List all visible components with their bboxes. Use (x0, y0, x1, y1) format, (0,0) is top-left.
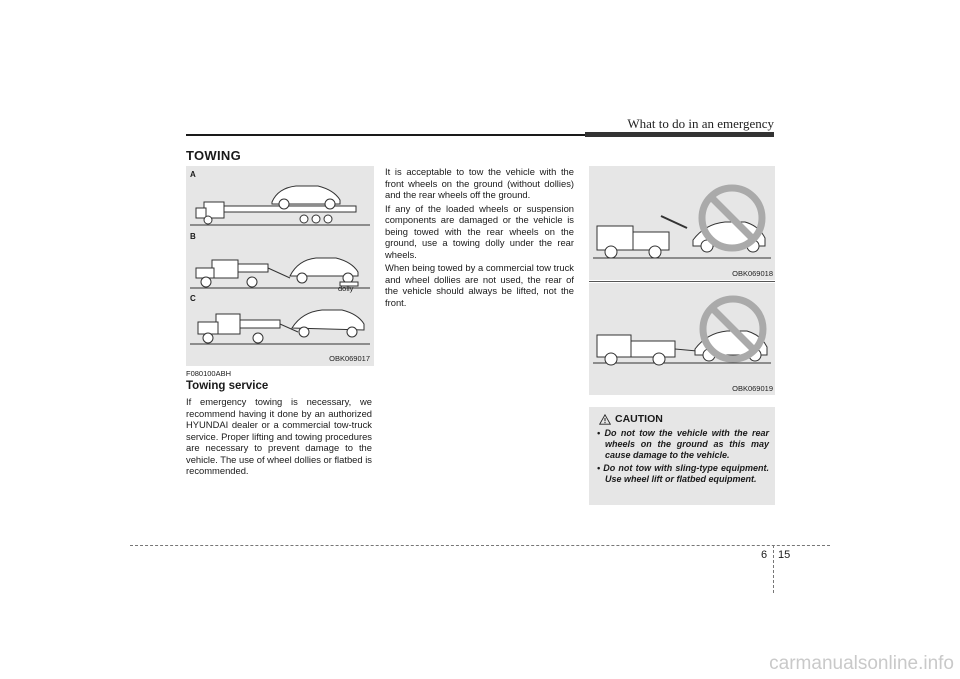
row-label-a: A (190, 170, 196, 179)
warning-icon (599, 414, 611, 425)
caution-list (595, 428, 769, 485)
caution-item-text: Do not tow with sling-type equipment. Use wheel lift or flatbed equipment. (603, 463, 769, 484)
caution-item-sling: • Do not tow with sling-type equipment. Use wheel lift or flatbed equipment. (597, 463, 769, 484)
header-section-title: What to do in an emergency (627, 116, 774, 131)
caution-item-text: Do not tow the vehicle with the rear wheels on the ground as this may cause damage to the vehicle. (604, 428, 769, 460)
towing-service-body: If emergency towing is necessary, we recommend having it done by an authorized HYUNDAI dealer or a commercial tow-truck service. Proper lifting and towing procedures are necessary to prevent damage to the vehicle. The use of wheel dollies or flatbed is recommended. (186, 396, 372, 476)
paragraph-front-wheels: It is acceptable to tow the vehicle with the front wheels on the ground (without dollies) and the rear wheels off the ground. (385, 166, 574, 200)
watermark: carmanualsonline.info (769, 653, 954, 674)
dolly-label: dolly (338, 284, 354, 293)
figure-divider (589, 281, 775, 282)
section-title: TOWING (186, 148, 241, 163)
header-rule-accent (585, 132, 774, 137)
towing-service-heading: Towing service (186, 380, 269, 392)
figure-code-right-1: OBK069018 (732, 269, 773, 278)
caution-box (589, 407, 775, 505)
caution-title: CAUTION (615, 413, 663, 425)
chapter-number: 6 (761, 549, 768, 561)
paragraph-commercial-tow: When being towed by a commercial tow truck and wheel dollies are not used, the rear of the vehicle should always be lifted, not the front. (385, 262, 574, 308)
paragraph-dolly: If any of the loaded wheels or suspension components are damaged or the vehicle is being towed with the rear wheels on the ground, use a towing dolly under the rear wheels. (385, 202, 574, 260)
prohibited-towing-illustration-2 (589, 283, 775, 395)
footer-rule (130, 545, 830, 546)
prohibited-towing-illustration-1 (589, 166, 775, 280)
figure-code-right-2: OBK069019 (732, 384, 773, 393)
tow-trucks-illustration (186, 166, 374, 366)
row-label-c: C (190, 294, 196, 303)
row-label-b: B (190, 232, 196, 241)
middle-column-text (385, 166, 574, 310)
footer-page-divider (773, 545, 774, 593)
page-number: 15 (778, 549, 791, 561)
towing-methods-figure (186, 166, 374, 366)
improper-tow-figure-2 (589, 283, 775, 395)
improper-tow-figure-1 (589, 166, 775, 280)
figure-code-left: OBK069017 (329, 354, 370, 363)
document-code: F080100ABH (186, 369, 232, 378)
caution-item-rear-wheels: • Do not tow the vehicle with the rear wheels on the ground as this may cause damage to the vehicle. (597, 428, 769, 460)
